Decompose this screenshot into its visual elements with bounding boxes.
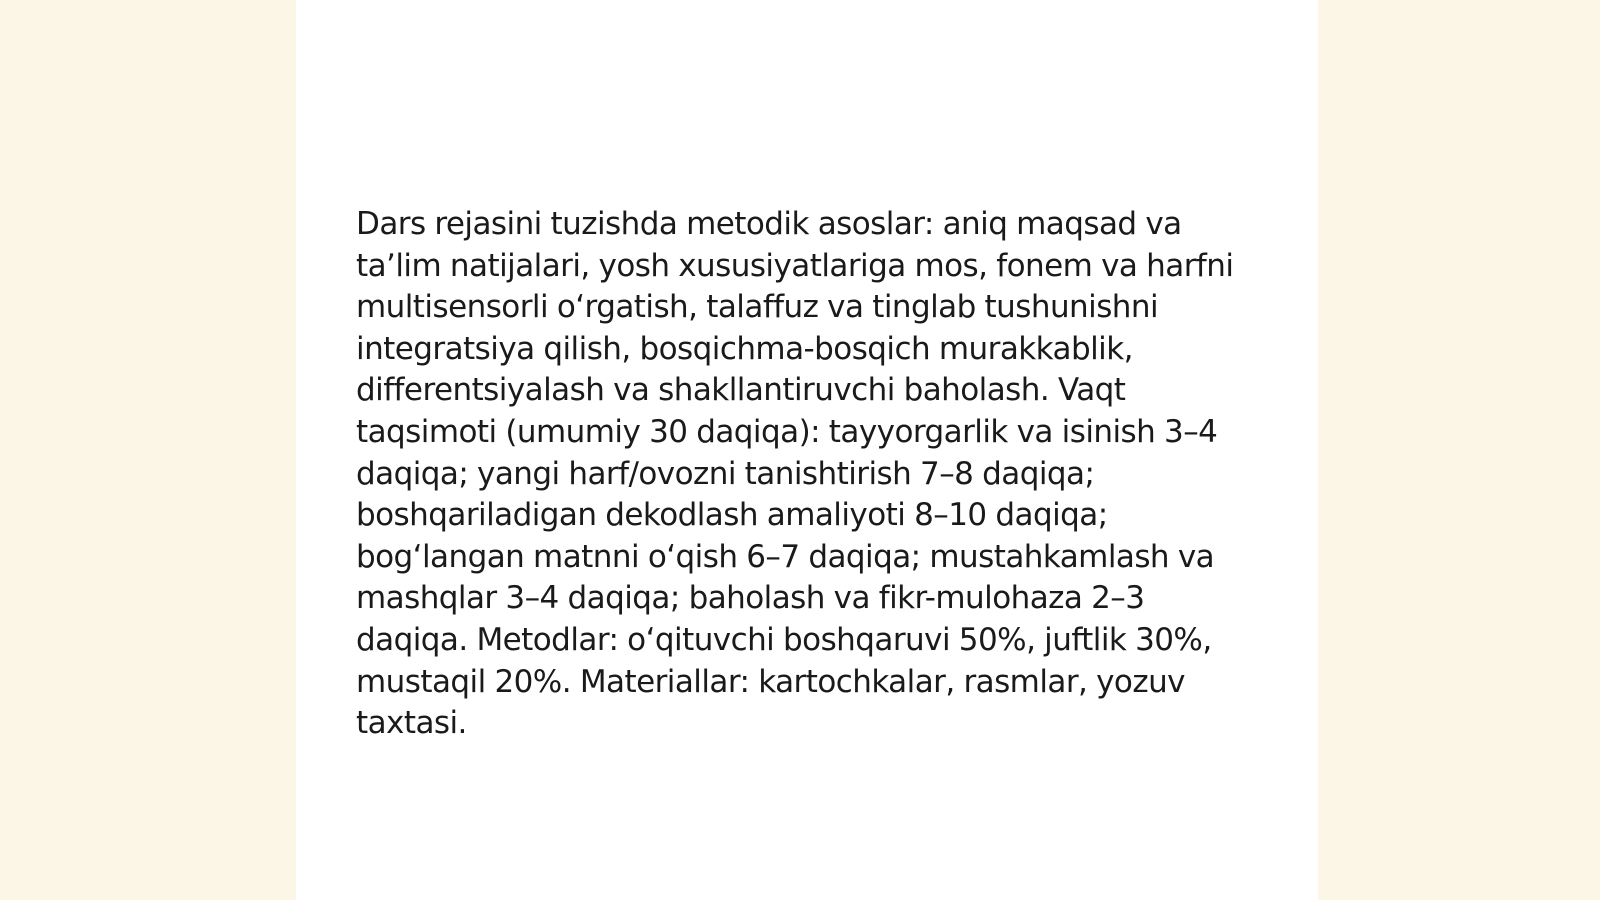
document-page	[296, 0, 1318, 900]
left-margin-band	[0, 0, 296, 900]
body-paragraph: Dars rejasini tuzishda metodik asoslar: aniq maqsad va ta’lim natijalari, yosh xususiyatlariga mos, fonem va harfni multisensorli o‘rgatish, talaffuz va tinglab tushunishni integratsiya qilish, bosqichma-bosqich murakkablik, differentsiyalash va shakllantiruvchi baholash. Vaqt taqsimoti (umumiy 30 daqiqa): tayyorgarlik va isinish 3–4 daqiqa; yangi harf/ovozni tanishtirish 7–8 daqiqa; boshqariladigan dekodlash amaliyoti 8–10 daqiqa; bog‘langan matnni o‘qish 6–7 daqiqa; mustahkamlash va mashqlar 3–4 daqiqa; baholash va fikr-mulohaza 2–3 daqiqa. Metodlar: o‘qituvchi boshqaruvi 50%, juftlik 30%, mustaqil 20%. Materiallar: kartochkalar, rasmlar, yozuv taxtasi.	[356, 206, 1234, 742]
right-margin-band	[1318, 0, 1600, 900]
